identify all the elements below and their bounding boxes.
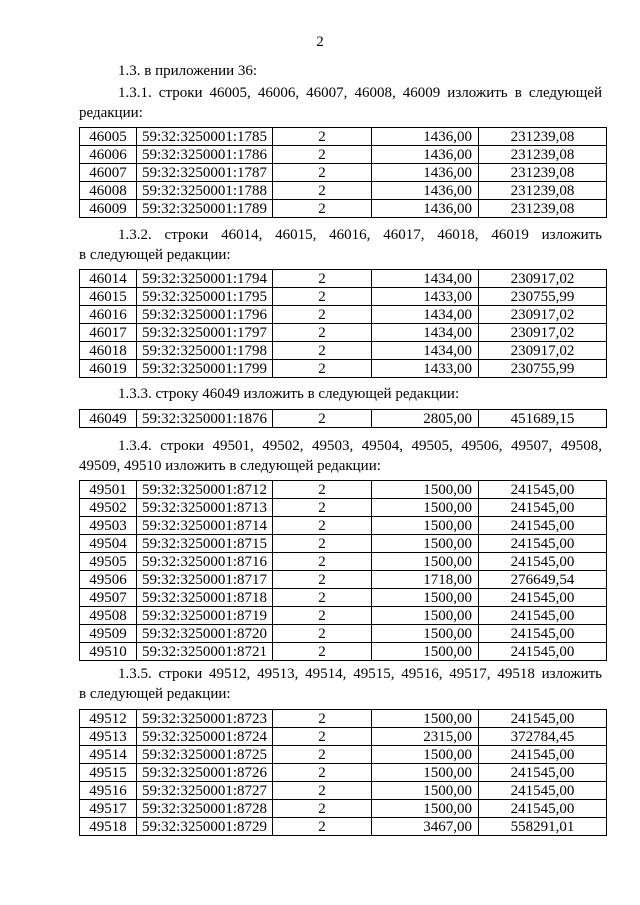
area-cell: 1500,00 [372, 535, 479, 553]
row-number: 46015 [80, 288, 137, 306]
area-cell: 1436,00 [372, 200, 479, 218]
class-cell: 2 [273, 164, 372, 182]
value-cell: 230755,99 [479, 288, 607, 306]
class-cell: 2 [273, 270, 372, 288]
table-row [80, 818, 607, 836]
value-cell: 276649,54 [479, 571, 607, 589]
cadastral-number: 59:32:3250001:8719 [137, 607, 273, 625]
cadastral-number: 59:32:3250001:8720 [137, 625, 273, 643]
area-cell: 1500,00 [372, 764, 479, 782]
area-cell: 1434,00 [372, 270, 479, 288]
cadastral-number: 59:32:3250001:1796 [137, 306, 273, 324]
class-cell: 2 [273, 589, 372, 607]
row-number: 46017 [80, 324, 137, 342]
area-cell: 1436,00 [372, 128, 479, 146]
table-row [80, 782, 607, 800]
block-4-line-1: 1.3.4. строки 49501, 49502, 49503, 49504, 49505, 49506, 49507, 49508, [118, 438, 602, 454]
class-cell: 2 [273, 410, 372, 428]
cadastral-number: 59:32:3250001:1795 [137, 288, 273, 306]
area-cell: 1500,00 [372, 589, 479, 607]
class-cell: 2 [273, 342, 372, 360]
area-cell: 1500,00 [372, 643, 479, 661]
cadastral-number: 59:32:3250001:8723 [137, 710, 273, 728]
table-row [80, 270, 607, 288]
value-cell: 241545,00 [479, 517, 607, 535]
table-row [80, 164, 607, 182]
class-cell: 2 [273, 728, 372, 746]
table-row [80, 800, 607, 818]
area-cell: 1436,00 [372, 164, 479, 182]
table-row [80, 128, 607, 146]
area-cell: 1434,00 [372, 306, 479, 324]
class-cell: 2 [273, 782, 372, 800]
value-cell: 241545,00 [479, 782, 607, 800]
cadastral-number: 59:32:3250001:1797 [137, 324, 273, 342]
table-row [80, 625, 607, 643]
row-number: 49503 [80, 517, 137, 535]
area-cell: 2805,00 [372, 410, 479, 428]
class-cell: 2 [273, 818, 372, 836]
row-number: 46018 [80, 342, 137, 360]
cadastral-number: 59:32:3250001:1789 [137, 200, 273, 218]
class-cell: 2 [273, 553, 372, 571]
table-row [80, 306, 607, 324]
row-number: 49507 [80, 589, 137, 607]
class-cell: 2 [273, 360, 372, 378]
area-cell: 1433,00 [372, 288, 479, 306]
cadastral-number: 59:32:3250001:1798 [137, 342, 273, 360]
cadastral-number: 59:32:3250001:8721 [137, 643, 273, 661]
cadastral-number: 59:32:3250001:1799 [137, 360, 273, 378]
row-number: 46007 [80, 164, 137, 182]
row-number: 49501 [80, 481, 137, 499]
row-number: 49514 [80, 746, 137, 764]
cadastral-number: 59:32:3250001:8725 [137, 746, 273, 764]
area-cell: 1500,00 [372, 625, 479, 643]
table-row [80, 764, 607, 782]
row-number: 49509 [80, 625, 137, 643]
cadastral-number: 59:32:3250001:1785 [137, 128, 273, 146]
row-number: 49504 [80, 535, 137, 553]
cadastral-number: 59:32:3250001:8728 [137, 800, 273, 818]
block-2-table [79, 269, 607, 378]
row-number: 49518 [80, 818, 137, 836]
area-cell: 1434,00 [372, 324, 479, 342]
class-cell: 2 [273, 499, 372, 517]
row-number: 46016 [80, 306, 137, 324]
value-cell: 451689,15 [479, 410, 607, 428]
table-row [80, 324, 607, 342]
cadastral-number: 59:32:3250001:8729 [137, 818, 273, 836]
block-2-line-2: в следующей редакции: [79, 247, 231, 263]
area-cell: 1500,00 [372, 746, 479, 764]
table-row [80, 746, 607, 764]
area-cell: 1436,00 [372, 146, 479, 164]
block-2-line-1: 1.3.2. строки 46014, 46015, 46016, 46017, 46018, 46019 изложить [118, 227, 602, 243]
area-cell: 1500,00 [372, 782, 479, 800]
table-row [80, 535, 607, 553]
table-row [80, 643, 607, 661]
cadastral-number: 59:32:3250001:8715 [137, 535, 273, 553]
block-1-table [79, 127, 607, 218]
table-row [80, 481, 607, 499]
class-cell: 2 [273, 306, 372, 324]
table-row [80, 182, 607, 200]
class-cell: 2 [273, 128, 372, 146]
area-cell: 1718,00 [372, 571, 479, 589]
value-cell: 231239,08 [479, 128, 607, 146]
row-number: 49502 [80, 499, 137, 517]
value-cell: 241545,00 [479, 643, 607, 661]
cadastral-number: 59:32:3250001:8724 [137, 728, 273, 746]
value-cell: 241545,00 [479, 764, 607, 782]
value-cell: 230755,99 [479, 360, 607, 378]
class-cell: 2 [273, 571, 372, 589]
row-number: 49513 [80, 728, 137, 746]
class-cell: 2 [273, 607, 372, 625]
table-row [80, 728, 607, 746]
block-4-table [79, 480, 607, 661]
table-row [80, 200, 607, 218]
value-cell: 241545,00 [479, 535, 607, 553]
area-cell: 1436,00 [372, 182, 479, 200]
cadastral-number: 59:32:3250001:8714 [137, 517, 273, 535]
block-5-table [79, 709, 607, 836]
row-number: 46009 [80, 200, 137, 218]
class-cell: 2 [273, 746, 372, 764]
cadastral-number: 59:32:3250001:8726 [137, 764, 273, 782]
area-cell: 1500,00 [372, 607, 479, 625]
section-heading: 1.3. в приложении 36: [118, 63, 258, 79]
area-cell: 1434,00 [372, 342, 479, 360]
class-cell: 2 [273, 146, 372, 164]
table-row [80, 553, 607, 571]
cadastral-number: 59:32:3250001:8713 [137, 499, 273, 517]
class-cell: 2 [273, 643, 372, 661]
value-cell: 231239,08 [479, 146, 607, 164]
cadastral-number: 59:32:3250001:8717 [137, 571, 273, 589]
block-3-line-1: 1.3.3. строку 46049 изложить в следующей редакции: [118, 386, 460, 402]
row-number: 49505 [80, 553, 137, 571]
class-cell: 2 [273, 324, 372, 342]
table-row [80, 342, 607, 360]
cadastral-number: 59:32:3250001:8718 [137, 589, 273, 607]
block-4-line-2: 49509, 49510 изложить в следующей редакции: [79, 458, 381, 474]
value-cell: 241545,00 [479, 553, 607, 571]
row-number: 46019 [80, 360, 137, 378]
class-cell: 2 [273, 517, 372, 535]
value-cell: 241545,00 [479, 589, 607, 607]
row-number: 49510 [80, 643, 137, 661]
value-cell: 241545,00 [479, 746, 607, 764]
value-cell: 230917,02 [479, 270, 607, 288]
block-5-line-1: 1.3.5. строки 49512, 49513, 49514, 49515, 49516, 49517, 49518 изложить [118, 666, 602, 682]
value-cell: 230917,02 [479, 342, 607, 360]
value-cell: 241545,00 [479, 499, 607, 517]
value-cell: 231239,08 [479, 164, 607, 182]
page-number: 2 [316, 34, 324, 50]
row-number: 49517 [80, 800, 137, 818]
cadastral-number: 59:32:3250001:8727 [137, 782, 273, 800]
value-cell: 231239,08 [479, 200, 607, 218]
table-row [80, 146, 607, 164]
value-cell: 230917,02 [479, 324, 607, 342]
cadastral-number: 59:32:3250001:1794 [137, 270, 273, 288]
row-number: 49508 [80, 607, 137, 625]
cadastral-number: 59:32:3250001:1876 [137, 410, 273, 428]
row-number: 49515 [80, 764, 137, 782]
value-cell: 230917,02 [479, 306, 607, 324]
block-1-line-2: редакции: [79, 105, 143, 121]
area-cell: 2315,00 [372, 728, 479, 746]
row-number: 49516 [80, 782, 137, 800]
cadastral-number: 59:32:3250001:1788 [137, 182, 273, 200]
value-cell: 241545,00 [479, 625, 607, 643]
value-cell: 241545,00 [479, 481, 607, 499]
class-cell: 2 [273, 288, 372, 306]
row-number: 49506 [80, 571, 137, 589]
class-cell: 2 [273, 200, 372, 218]
table-row [80, 410, 607, 428]
value-cell: 241545,00 [479, 800, 607, 818]
table-row [80, 710, 607, 728]
table-row [80, 360, 607, 378]
row-number: 46005 [80, 128, 137, 146]
table-row [80, 517, 607, 535]
class-cell: 2 [273, 764, 372, 782]
cadastral-number: 59:32:3250001:1787 [137, 164, 273, 182]
table-row [80, 499, 607, 517]
area-cell: 1433,00 [372, 360, 479, 378]
block-5-line-2: в следующей редакции: [79, 686, 231, 702]
table-row [80, 571, 607, 589]
row-number: 46008 [80, 182, 137, 200]
area-cell: 1500,00 [372, 710, 479, 728]
class-cell: 2 [273, 535, 372, 553]
area-cell: 1500,00 [372, 553, 479, 571]
class-cell: 2 [273, 481, 372, 499]
row-number: 49512 [80, 710, 137, 728]
table-row [80, 288, 607, 306]
value-cell: 231239,08 [479, 182, 607, 200]
value-cell: 558291,01 [479, 818, 607, 836]
class-cell: 2 [273, 625, 372, 643]
cadastral-number: 59:32:3250001:1786 [137, 146, 273, 164]
cadastral-number: 59:32:3250001:8716 [137, 553, 273, 571]
row-number: 46006 [80, 146, 137, 164]
cadastral-number: 59:32:3250001:8712 [137, 481, 273, 499]
value-cell: 241545,00 [479, 710, 607, 728]
table-row [80, 607, 607, 625]
class-cell: 2 [273, 800, 372, 818]
area-cell: 3467,00 [372, 818, 479, 836]
row-number: 46014 [80, 270, 137, 288]
area-cell: 1500,00 [372, 481, 479, 499]
area-cell: 1500,00 [372, 499, 479, 517]
area-cell: 1500,00 [372, 517, 479, 535]
table-row [80, 589, 607, 607]
value-cell: 372784,45 [479, 728, 607, 746]
value-cell: 241545,00 [479, 607, 607, 625]
area-cell: 1500,00 [372, 800, 479, 818]
row-number: 46049 [80, 410, 137, 428]
class-cell: 2 [273, 182, 372, 200]
block-1-line-1: 1.3.1. строки 46005, 46006, 46007, 46008, 46009 изложить в следующей [118, 85, 602, 101]
class-cell: 2 [273, 710, 372, 728]
block-3-table [79, 409, 607, 428]
